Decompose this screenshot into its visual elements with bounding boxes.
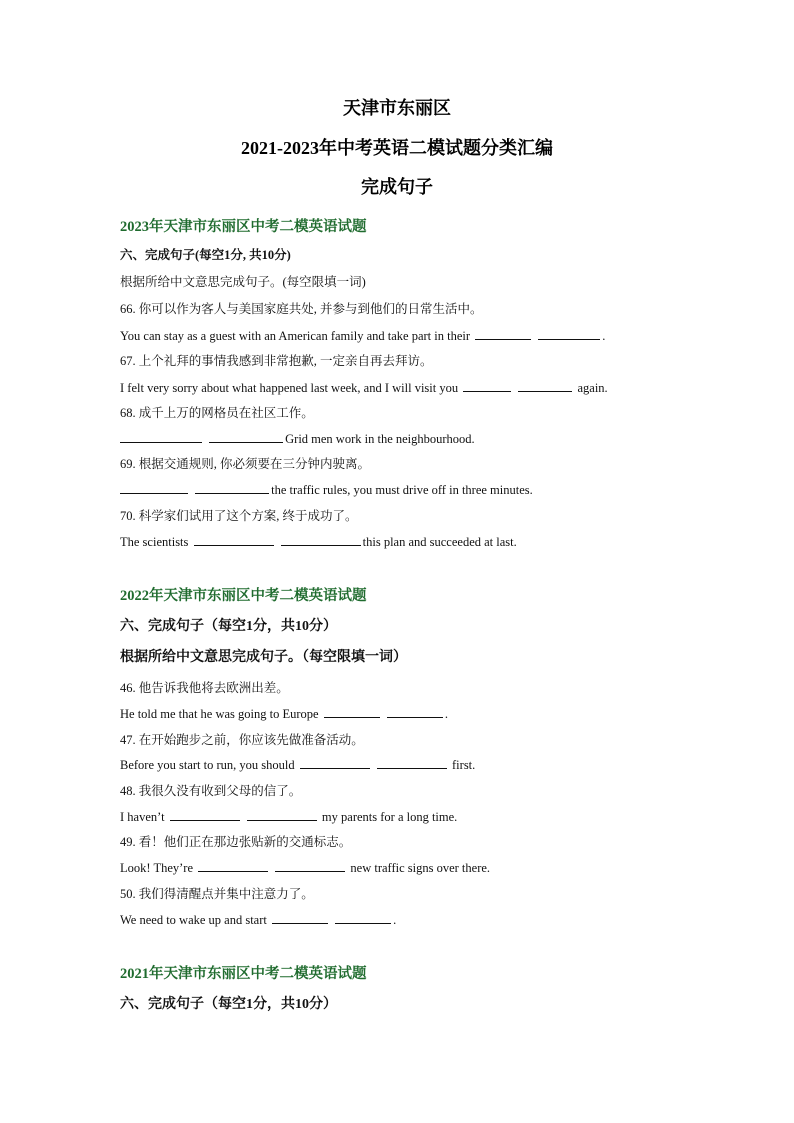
answer-blank[interactable] — [198, 859, 268, 872]
question-49-cn: 49. 看！他们正在那边张贴新的交通标志。 — [120, 835, 352, 849]
question-67-cn: 67. 上个礼拜的事情我感到非常抱歉, 一定亲自再去拜访。 — [120, 354, 433, 368]
question-47-text-after: first. — [452, 758, 476, 772]
question-66-text-after: . — [602, 329, 606, 343]
question-50-text-after: . — [393, 913, 397, 927]
question-48-en — [120, 808, 457, 826]
question-49-text-after: new traffic signs over there. — [350, 861, 491, 875]
question-47-text-before: Before you start to run, you should — [120, 758, 295, 772]
question-46-en — [120, 705, 448, 723]
question-47-cn: 47. 在开始跑步之前，你应该先做准备活动。 — [120, 733, 364, 747]
question-48-cn: 48. 我很久没有收到父母的信了。 — [120, 784, 302, 798]
answer-blank[interactable] — [120, 430, 202, 443]
answer-blank[interactable] — [538, 327, 600, 340]
question-50-cn: 50. 我们得清醒点并集中注意力了。 — [120, 887, 314, 901]
question-67-en — [120, 379, 608, 397]
question-68-cn: 68. 成千上万的网格员在社区工作。 — [120, 406, 314, 420]
answer-blank[interactable] — [463, 379, 511, 392]
answer-blank[interactable] — [387, 705, 443, 718]
answer-blank[interactable] — [324, 705, 380, 718]
section-heading-2022: 2022年天津市东丽区中考二模英语试题 — [120, 588, 367, 604]
question-70-en — [120, 533, 517, 551]
answer-blank[interactable] — [195, 481, 269, 494]
question-70-cn: 70. 科学家们试用了这个方案, 终于成功了。 — [120, 509, 358, 523]
question-67-text-after: again. — [577, 381, 608, 395]
answer-blank[interactable] — [209, 430, 283, 443]
question-69-en — [120, 481, 533, 499]
question-47-en — [120, 756, 475, 774]
page-title-topic: 完成句子 — [361, 177, 433, 197]
instruction-2022: 根据所给中文意思完成句子。（每空限填一词） — [120, 650, 407, 665]
question-46-cn: 46. 他告诉我他将去欧洲出差。 — [120, 681, 289, 695]
answer-blank[interactable] — [518, 379, 572, 392]
answer-blank[interactable] — [281, 533, 361, 546]
answer-blank[interactable] — [272, 911, 328, 924]
question-69-cn: 69. 根据交通规则, 你必须要在三分钟内驶离。 — [120, 457, 371, 471]
answer-blank[interactable] — [194, 533, 274, 546]
question-49-en — [120, 859, 490, 877]
question-49-text-before: Look! They’re — [120, 861, 194, 875]
question-50-text-before: We need to wake up and start — [120, 913, 267, 927]
answer-blank[interactable] — [275, 859, 345, 872]
answer-blank[interactable] — [120, 481, 188, 494]
part-label-2022: 六、完成句子（每空1分，共10分） — [120, 619, 337, 634]
answer-blank[interactable] — [170, 808, 240, 821]
question-68-en — [120, 430, 475, 448]
page-title-region: 天津市东丽区 — [343, 98, 451, 118]
instruction-2023: 根据所给中文意思完成句子。(每空限填一词) — [120, 275, 366, 289]
part-label-2021: 六、完成句子（每空1分，共10分） — [120, 997, 337, 1012]
answer-blank[interactable] — [300, 756, 370, 769]
question-70-text-after: this plan and succeeded at last. — [362, 535, 517, 549]
question-69-text-after: the traffic rules, you must drive off in three minutes. — [271, 483, 533, 497]
section-heading-2021: 2021年天津市东丽区中考二模英语试题 — [120, 966, 367, 982]
question-48-text-after: my parents for a long time. — [321, 810, 458, 824]
question-66-cn: 66. 你可以作为客人与美国家庭共处, 并参与到他们的日常生活中。 — [120, 302, 483, 316]
question-46-text-after: . — [444, 707, 448, 721]
page-title-main: 2021-2023年中考英语二模试题分类汇编 — [241, 138, 553, 158]
answer-blank[interactable] — [475, 327, 531, 340]
question-66-en — [120, 327, 605, 345]
question-70-text-before: The scientists — [120, 535, 189, 549]
question-46-text-before: He told me that he was going to Europe — [120, 707, 319, 721]
question-48-text-before: I haven’t — [120, 810, 165, 824]
answer-blank[interactable] — [247, 808, 317, 821]
question-67-text-before: I felt very sorry about what happened last week, and I will visit you — [120, 381, 459, 395]
answer-blank[interactable] — [335, 911, 391, 924]
question-50-en — [120, 911, 396, 929]
section-heading-2023: 2023年天津市东丽区中考二模英语试题 — [120, 219, 367, 235]
part-label-2023: 六、完成句子(每空1分, 共10分) — [120, 248, 291, 262]
question-66-text-before: You can stay as a guest with an American family and take part in their — [120, 329, 471, 343]
answer-blank[interactable] — [377, 756, 447, 769]
question-68-text-after: Grid men work in the neighbourhood. — [285, 432, 475, 446]
